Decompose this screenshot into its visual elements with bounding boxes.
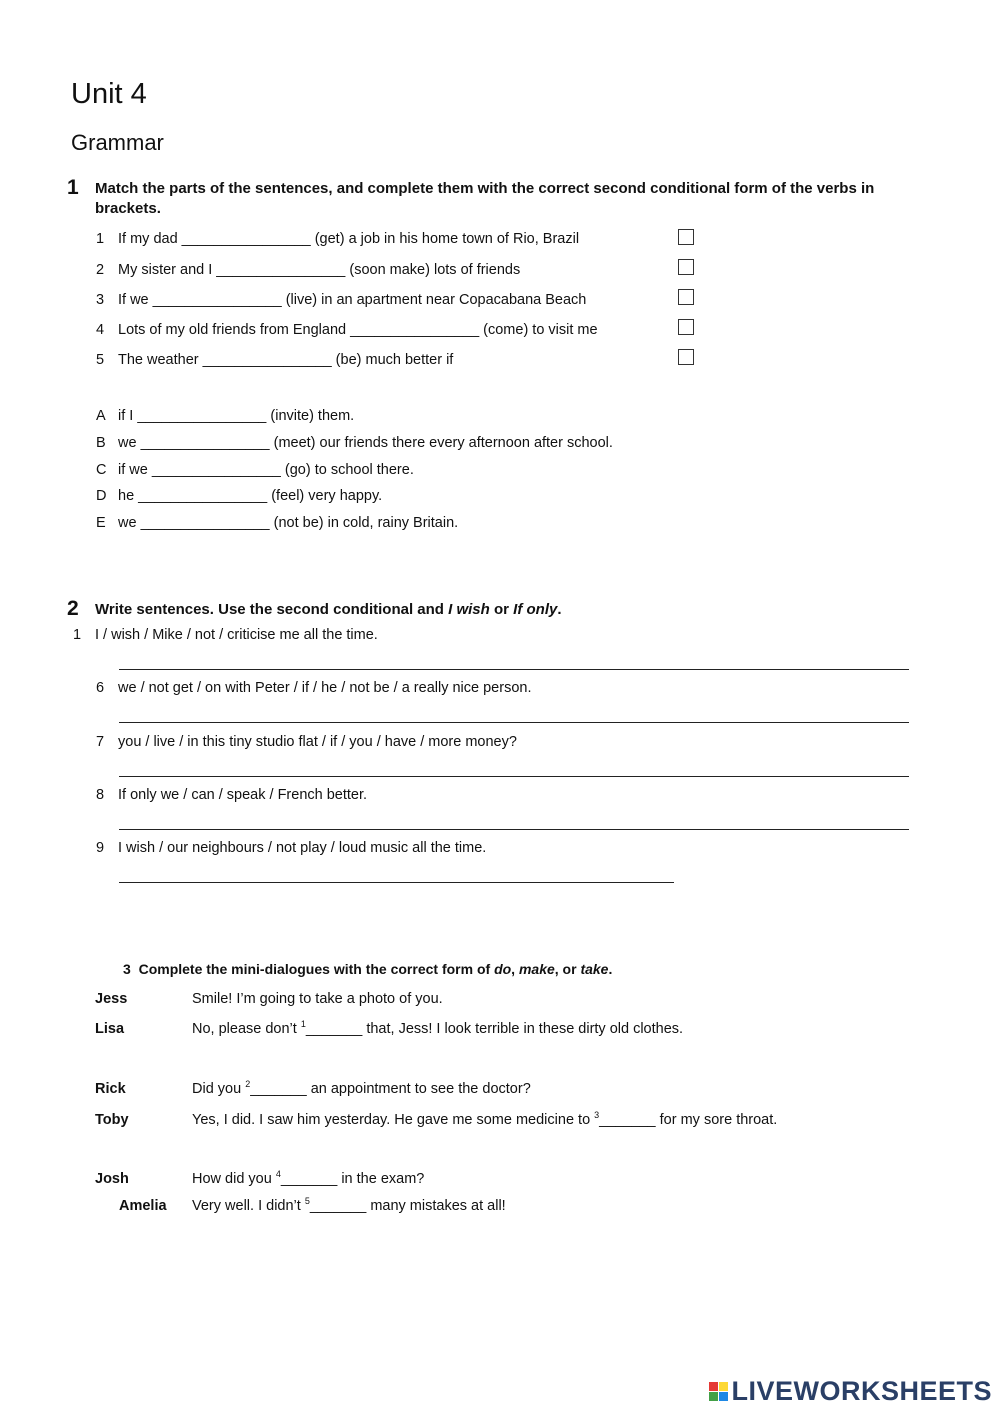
exercise-1-instruction: Match the parts of the sentences, and complete them with the correct second conditional form of the verbs in brackets. [95,180,875,217]
item-text: you / live / in this tiny studio flat / if / you / have / more money? [118,734,517,750]
ending-text: we ________________ (not be) in cold, rainy Britain. [118,515,459,531]
exercise-1-number: 1 [67,176,79,199]
speaker-name: Josh [95,1171,129,1187]
item-text: we / not get / on with Peter / if / he / not be / a really nice person. [118,680,532,696]
dialogue-text: _______ that, Jess! I look terrible in these dirty old clothes. [305,1021,684,1037]
item-text: If only we / can / speak / French better. [118,787,368,803]
match-item [96,352,453,368]
speaker-name: Lisa [95,1021,125,1037]
item-text: I wish / our neighbours / not play / loud music all the time. [118,840,487,856]
match-item [96,262,520,278]
prompt-item [96,787,367,803]
item-number: 6 [96,680,105,696]
item-text: If my dad ________________ (get) a job in his home town of Rio, Brazil [118,231,580,247]
ending-item [96,462,414,478]
dialogue-line [192,1171,424,1187]
match-item [96,292,586,308]
speaker-name: Rick [95,1081,126,1097]
speaker-name: Toby [95,1112,129,1128]
dialogue-line [192,1112,777,1128]
ending-letter: E [96,515,106,531]
section-title: Grammar [71,130,164,155]
dialogue-line [192,1021,683,1037]
logo-square [719,1382,728,1391]
item-number: 9 [96,840,105,856]
gap-number: 2 [245,1079,251,1089]
item-number: 2 [96,262,105,278]
logo-square [719,1392,728,1401]
ending-text: if I ________________ (invite) them. [118,408,355,424]
ending-letter: A [96,408,106,424]
match-item [96,322,598,338]
instruction-italic: take [580,961,609,977]
ending-text: we ________________ (meet) our friends there every afternoon after school. [118,435,613,451]
ending-item [96,435,613,451]
ending-text: if we ________________ (go) to school there. [118,462,414,478]
gap-number: 5 [304,1196,310,1206]
instruction-text: , or [554,961,581,977]
exercise-3-number: 3 [123,961,131,977]
answer-checkbox-4[interactable] [678,319,694,335]
gap-number: 4 [275,1169,281,1179]
dialogue-text: _______ many mistakes at all! [309,1198,506,1214]
item-text: Lots of my old friends from England ________________ (come) to visit me [118,322,598,338]
prompt-item [96,840,486,856]
prompt-item [96,734,517,750]
logo-text: LIVEWORKSHEETS [731,1376,992,1406]
exercise-3-instruction [123,961,612,977]
exercise-2-instruction [95,600,562,620]
match-item [96,231,579,247]
answer-checkbox-5[interactable] [678,349,694,365]
ending-item [96,408,354,424]
instruction-italic: If only [513,601,558,618]
dialogue-line [192,1198,506,1214]
answer-line-8[interactable] [119,829,909,830]
liveworksheets-logo[interactable] [709,1376,992,1407]
answer-line-1[interactable] [119,669,909,670]
dialogue-text: No, please don’t [192,1021,301,1037]
speaker-name: Jess [95,991,128,1007]
instruction-text: Write sentences. Use the second conditional and [95,601,449,618]
instruction-italic: do [494,961,512,977]
answer-line-9[interactable] [119,882,674,883]
instruction-italic: make [518,961,555,977]
item-number: 1 [73,627,82,643]
instruction-text: , [511,961,519,977]
item-number: 5 [96,352,105,368]
answer-checkbox-3[interactable] [678,289,694,305]
item-number: 1 [96,231,105,247]
ending-letter: B [96,435,106,451]
dialogue-text: How did you [192,1171,276,1187]
ending-letter: C [96,462,107,478]
instruction-italic: I wish [448,601,490,618]
dialogue-text: Yes, I did. I saw him yesterday. He gave me some medicine to [192,1112,595,1128]
item-text: My sister and I ________________ (soon make) lots of friends [118,262,521,278]
speaker-name: Amelia [119,1198,167,1214]
ending-letter: D [96,488,107,504]
page-title: Unit 4 [71,78,147,110]
answer-line-6[interactable] [119,722,909,723]
item-text: The weather ________________ (be) much better if [118,352,454,368]
exercise-2-number: 2 [67,597,79,620]
item-number: 3 [96,292,105,308]
gap-number: 3 [594,1110,600,1120]
dialogue-text: Did you [192,1081,246,1097]
instruction-text: or [489,601,514,618]
logo-square [709,1392,718,1401]
instruction-text: . [608,961,613,977]
dialogue-line [192,1081,531,1097]
dialogue-text: _______ an appointment to see the doctor? [250,1081,531,1097]
answer-checkbox-2[interactable] [678,259,694,275]
instruction-text: . [557,601,562,618]
liveworksheets-logo-icon [709,1382,728,1401]
logo-square [709,1382,718,1391]
dialogue-text: _______ for my sore throat. [599,1112,778,1128]
answer-line-7[interactable] [119,776,909,777]
prompt-item [96,680,531,696]
answer-checkbox-1[interactable] [678,229,694,245]
dialogue-line: Smile! I’m going to take a photo of you. [192,991,443,1007]
item-text: I / wish / Mike / not / criticise me all the time. [95,627,378,643]
item-number: 4 [96,322,105,338]
item-number: 8 [96,787,105,803]
dialogue-text: Very well. I didn’t [192,1198,305,1214]
ending-item [96,488,382,504]
ending-text: he ________________ (feel) very happy. [118,488,383,504]
prompt-item [73,627,378,643]
item-number: 7 [96,734,105,750]
item-text: If we ________________ (live) in an apartment near Copacabana Beach [118,292,587,308]
dialogue-text: _______ in the exam? [280,1171,425,1187]
instruction-text: Complete the mini-dialogues with the correct form of [138,961,495,977]
ending-item [96,515,458,531]
gap-number: 1 [300,1019,306,1029]
